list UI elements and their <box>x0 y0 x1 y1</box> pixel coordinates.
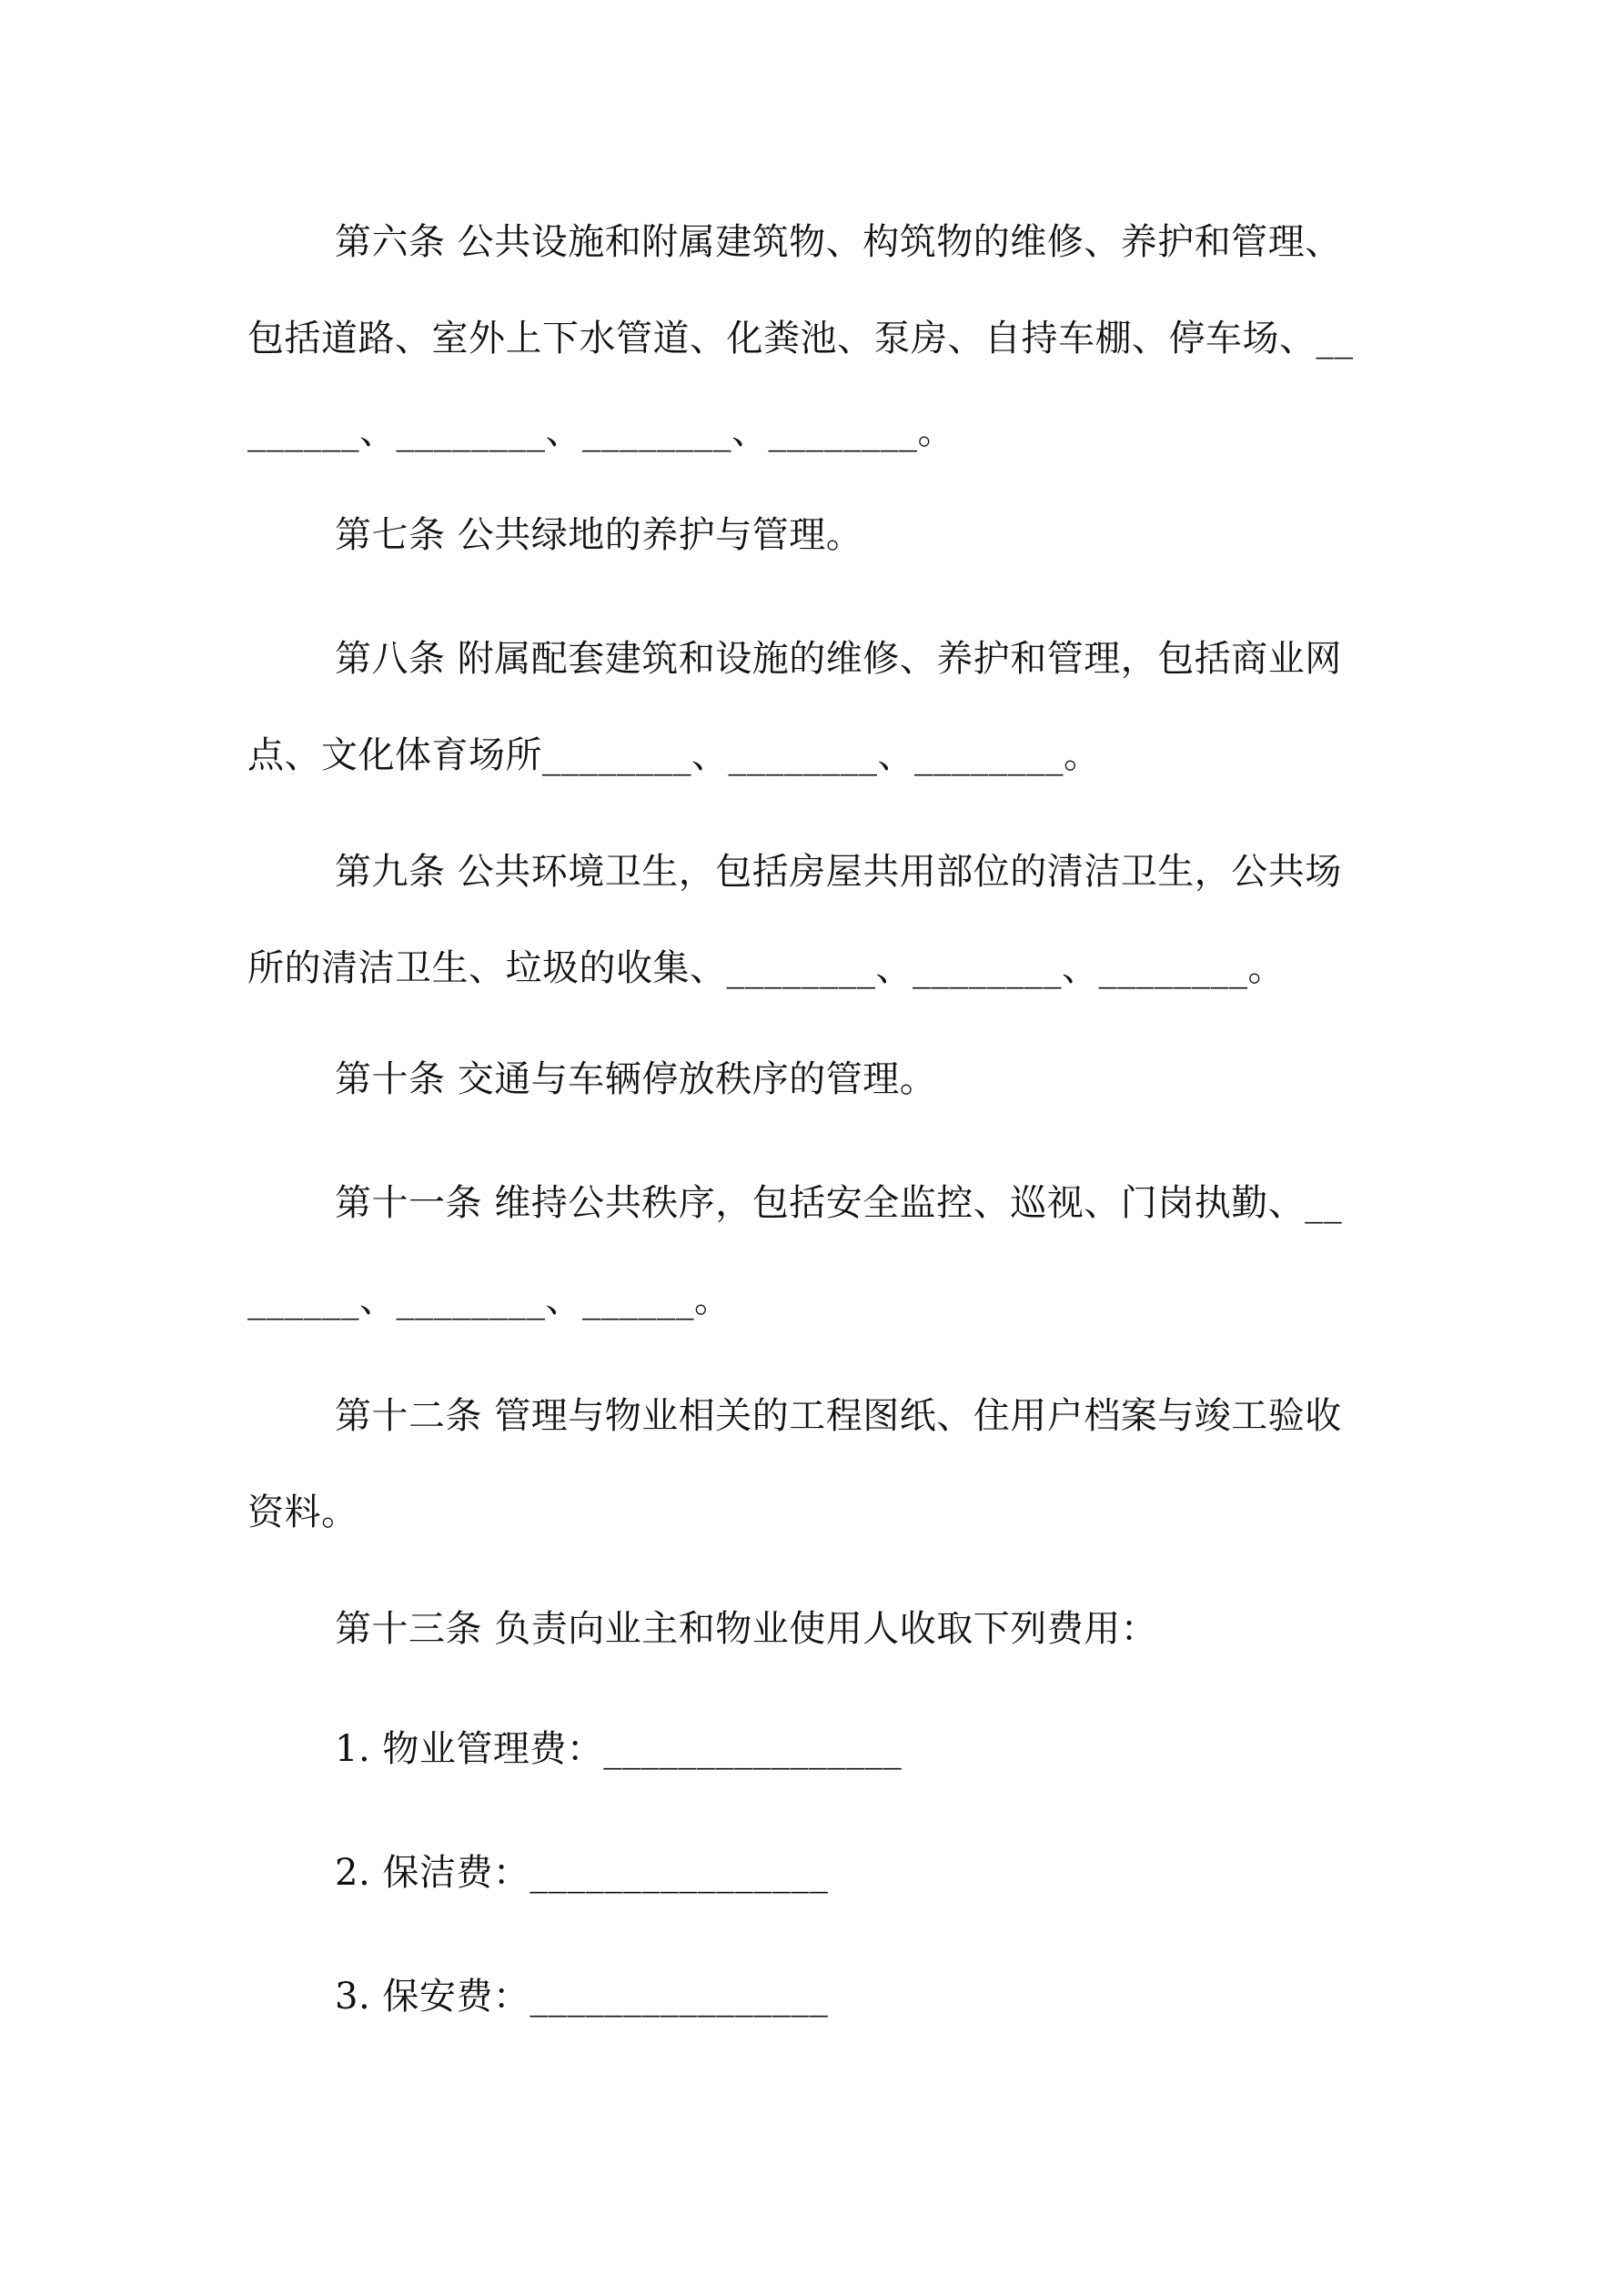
article-13-line-1: 第十三条 负责向业主和物业使用人收取下列费用： <box>335 1608 1158 1650</box>
article-11-line-2: ______、________、______。 <box>247 1279 731 1320</box>
article-12-line-2: 资料。 <box>247 1492 358 1533</box>
fee-item-cleaning: 2. 保洁费：________________ <box>335 1852 829 1894</box>
article-7-line-1: 第七条 公共绿地的养护与管理。 <box>335 514 863 556</box>
article-12-line-1: 第十二条 管理与物业相关的工程图纸、住用户档案与竣工验收 <box>335 1395 1342 1437</box>
article-8-line-1: 第八条 附属配套建筑和设施的维修、养护和管理，包括商业网 <box>335 638 1342 680</box>
article-11-line-1: 第十一条 维持公共秩序，包括安全监控、巡视、门岗执勤、__ <box>335 1182 1343 1224</box>
article-9-line-2: 所的清洁卫生、垃圾的收集、________、________、________。 <box>247 947 1285 989</box>
article-6-line-2: 包括道路、室外上下水管道、化粪池、泵房、自持车棚、停车场、__ <box>247 318 1354 359</box>
article-6-line-1: 第六条 公共设施和附属建筑物、构筑物的维修、养护和管理、 <box>335 221 1342 263</box>
article-9-line-1: 第九条 公共环境卫生，包括房屋共用部位的清洁卫生，公共场 <box>335 851 1342 893</box>
fee-item-security: 3. 保安费：________________ <box>335 1976 829 2018</box>
article-6-line-3: ______、________、________、________。 <box>247 410 954 452</box>
article-10-line-1: 第十条 交通与车辆停放秩序的管理。 <box>335 1058 937 1100</box>
fee-item-property-management: 1. 物业管理费：________________ <box>335 1728 903 1770</box>
article-8-line-2: 点、文化体育场所________、________、________。 <box>247 734 1101 776</box>
